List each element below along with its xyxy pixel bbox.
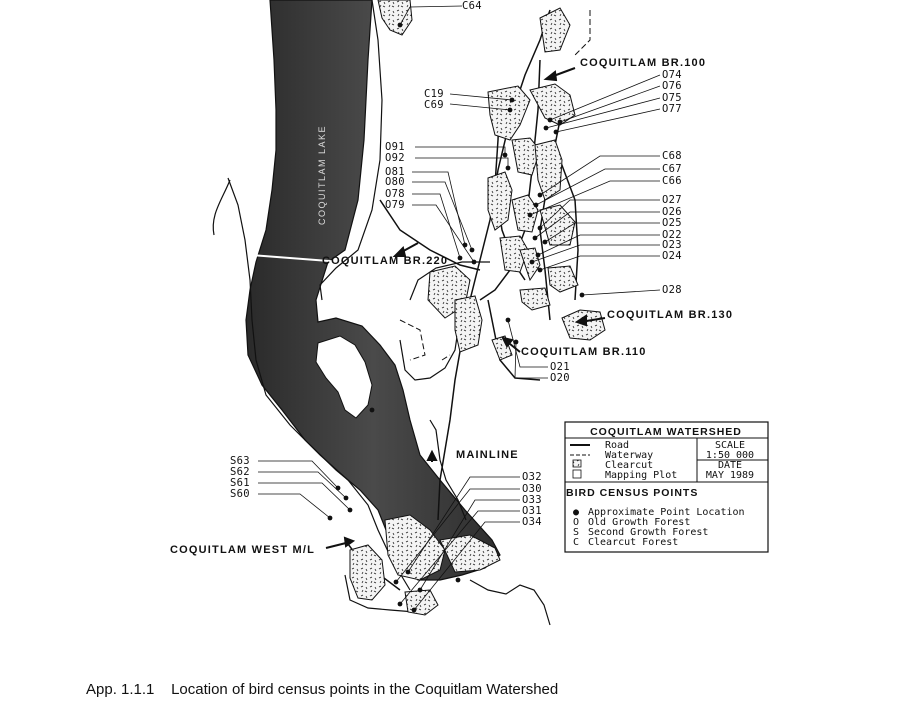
point-label: O80 [385, 176, 405, 188]
point-label: O32 [522, 471, 542, 483]
legend [565, 422, 768, 552]
legend-title: COQUITLAM WATERSHED [590, 426, 742, 438]
point-label: O25 [662, 217, 682, 229]
point-label: O76 [662, 80, 682, 92]
date-value: MAY 1989 [705, 470, 755, 481]
census-item-location: Approximate Point Location [588, 507, 745, 518]
scale-label: SCALE [714, 440, 746, 451]
point-label: O78 [385, 188, 405, 200]
point-label: C64 [462, 0, 482, 12]
point-label: O81 [385, 166, 405, 178]
point-label: S60 [230, 488, 250, 500]
legend-item-clearcut: Clearcut [605, 460, 654, 471]
census-item-second: Second Growth Forest [588, 527, 709, 538]
point-label: C19 [424, 88, 444, 100]
point-label: O24 [662, 250, 682, 262]
point-label: O20 [550, 372, 570, 384]
caption-text: Location of bird census points in the Coquitlam Watershed [171, 681, 559, 698]
point-label: O30 [522, 483, 542, 495]
lake-label: COQUITLAM LAKE [317, 124, 327, 226]
point-label: O26 [662, 206, 682, 218]
label-br110: COQUITLAM BR.110 [521, 346, 647, 358]
plot-symbol [573, 470, 581, 478]
point-label: O77 [662, 103, 682, 115]
point-label: O33 [522, 494, 542, 506]
point-label: C69 [424, 99, 444, 111]
point-label: O23 [662, 239, 682, 251]
point-label: O28 [662, 284, 682, 296]
point-label: O34 [522, 516, 542, 528]
clearcut-symbol [573, 460, 581, 467]
census-symbol-1: O [573, 517, 580, 528]
census-title: BIRD CENSUS POINTS [566, 487, 699, 499]
point-label: O74 [662, 69, 682, 81]
figure-caption [86, 681, 558, 698]
point-label: S62 [230, 466, 250, 478]
census-symbol-3: C [573, 537, 580, 548]
point-label: C67 [662, 163, 682, 175]
label-br220: COQUITLAM BR.220 [322, 255, 449, 267]
point-label: O31 [522, 505, 542, 517]
date-label: DATE [717, 460, 743, 471]
point-label: S61 [230, 477, 250, 489]
legend-item-plot: Mapping Plot [605, 470, 678, 481]
label-mainline: MAINLINE [456, 449, 519, 461]
caption-number: App. 1.1.1 [86, 681, 155, 698]
point-label: O92 [385, 152, 405, 164]
point-label: O79 [385, 199, 405, 211]
point-label: O21 [550, 361, 570, 373]
point-label: O27 [662, 194, 682, 206]
census-symbol-2: S [573, 527, 580, 538]
point-label: S63 [230, 455, 250, 467]
label-br100: COQUITLAM BR.100 [580, 57, 707, 69]
legend-item-road: Road [605, 440, 630, 451]
legend-item-waterway: Waterway [605, 450, 654, 461]
census-item-clearcut: Clearcut Forest [588, 537, 679, 548]
scale-value: 1:50 000 [705, 450, 755, 461]
census-item-old: Old Growth Forest [588, 517, 691, 528]
point-label: O91 [385, 141, 405, 153]
point-label: C66 [662, 175, 682, 187]
point-label: C68 [662, 150, 682, 162]
point-label: O22 [662, 229, 682, 241]
label-br130: COQUITLAM BR.130 [607, 309, 734, 321]
label-west-ml: COQUITLAM WEST M/L [170, 544, 316, 556]
point-label: O75 [662, 92, 682, 104]
census-symbol-0: ● [573, 507, 580, 518]
